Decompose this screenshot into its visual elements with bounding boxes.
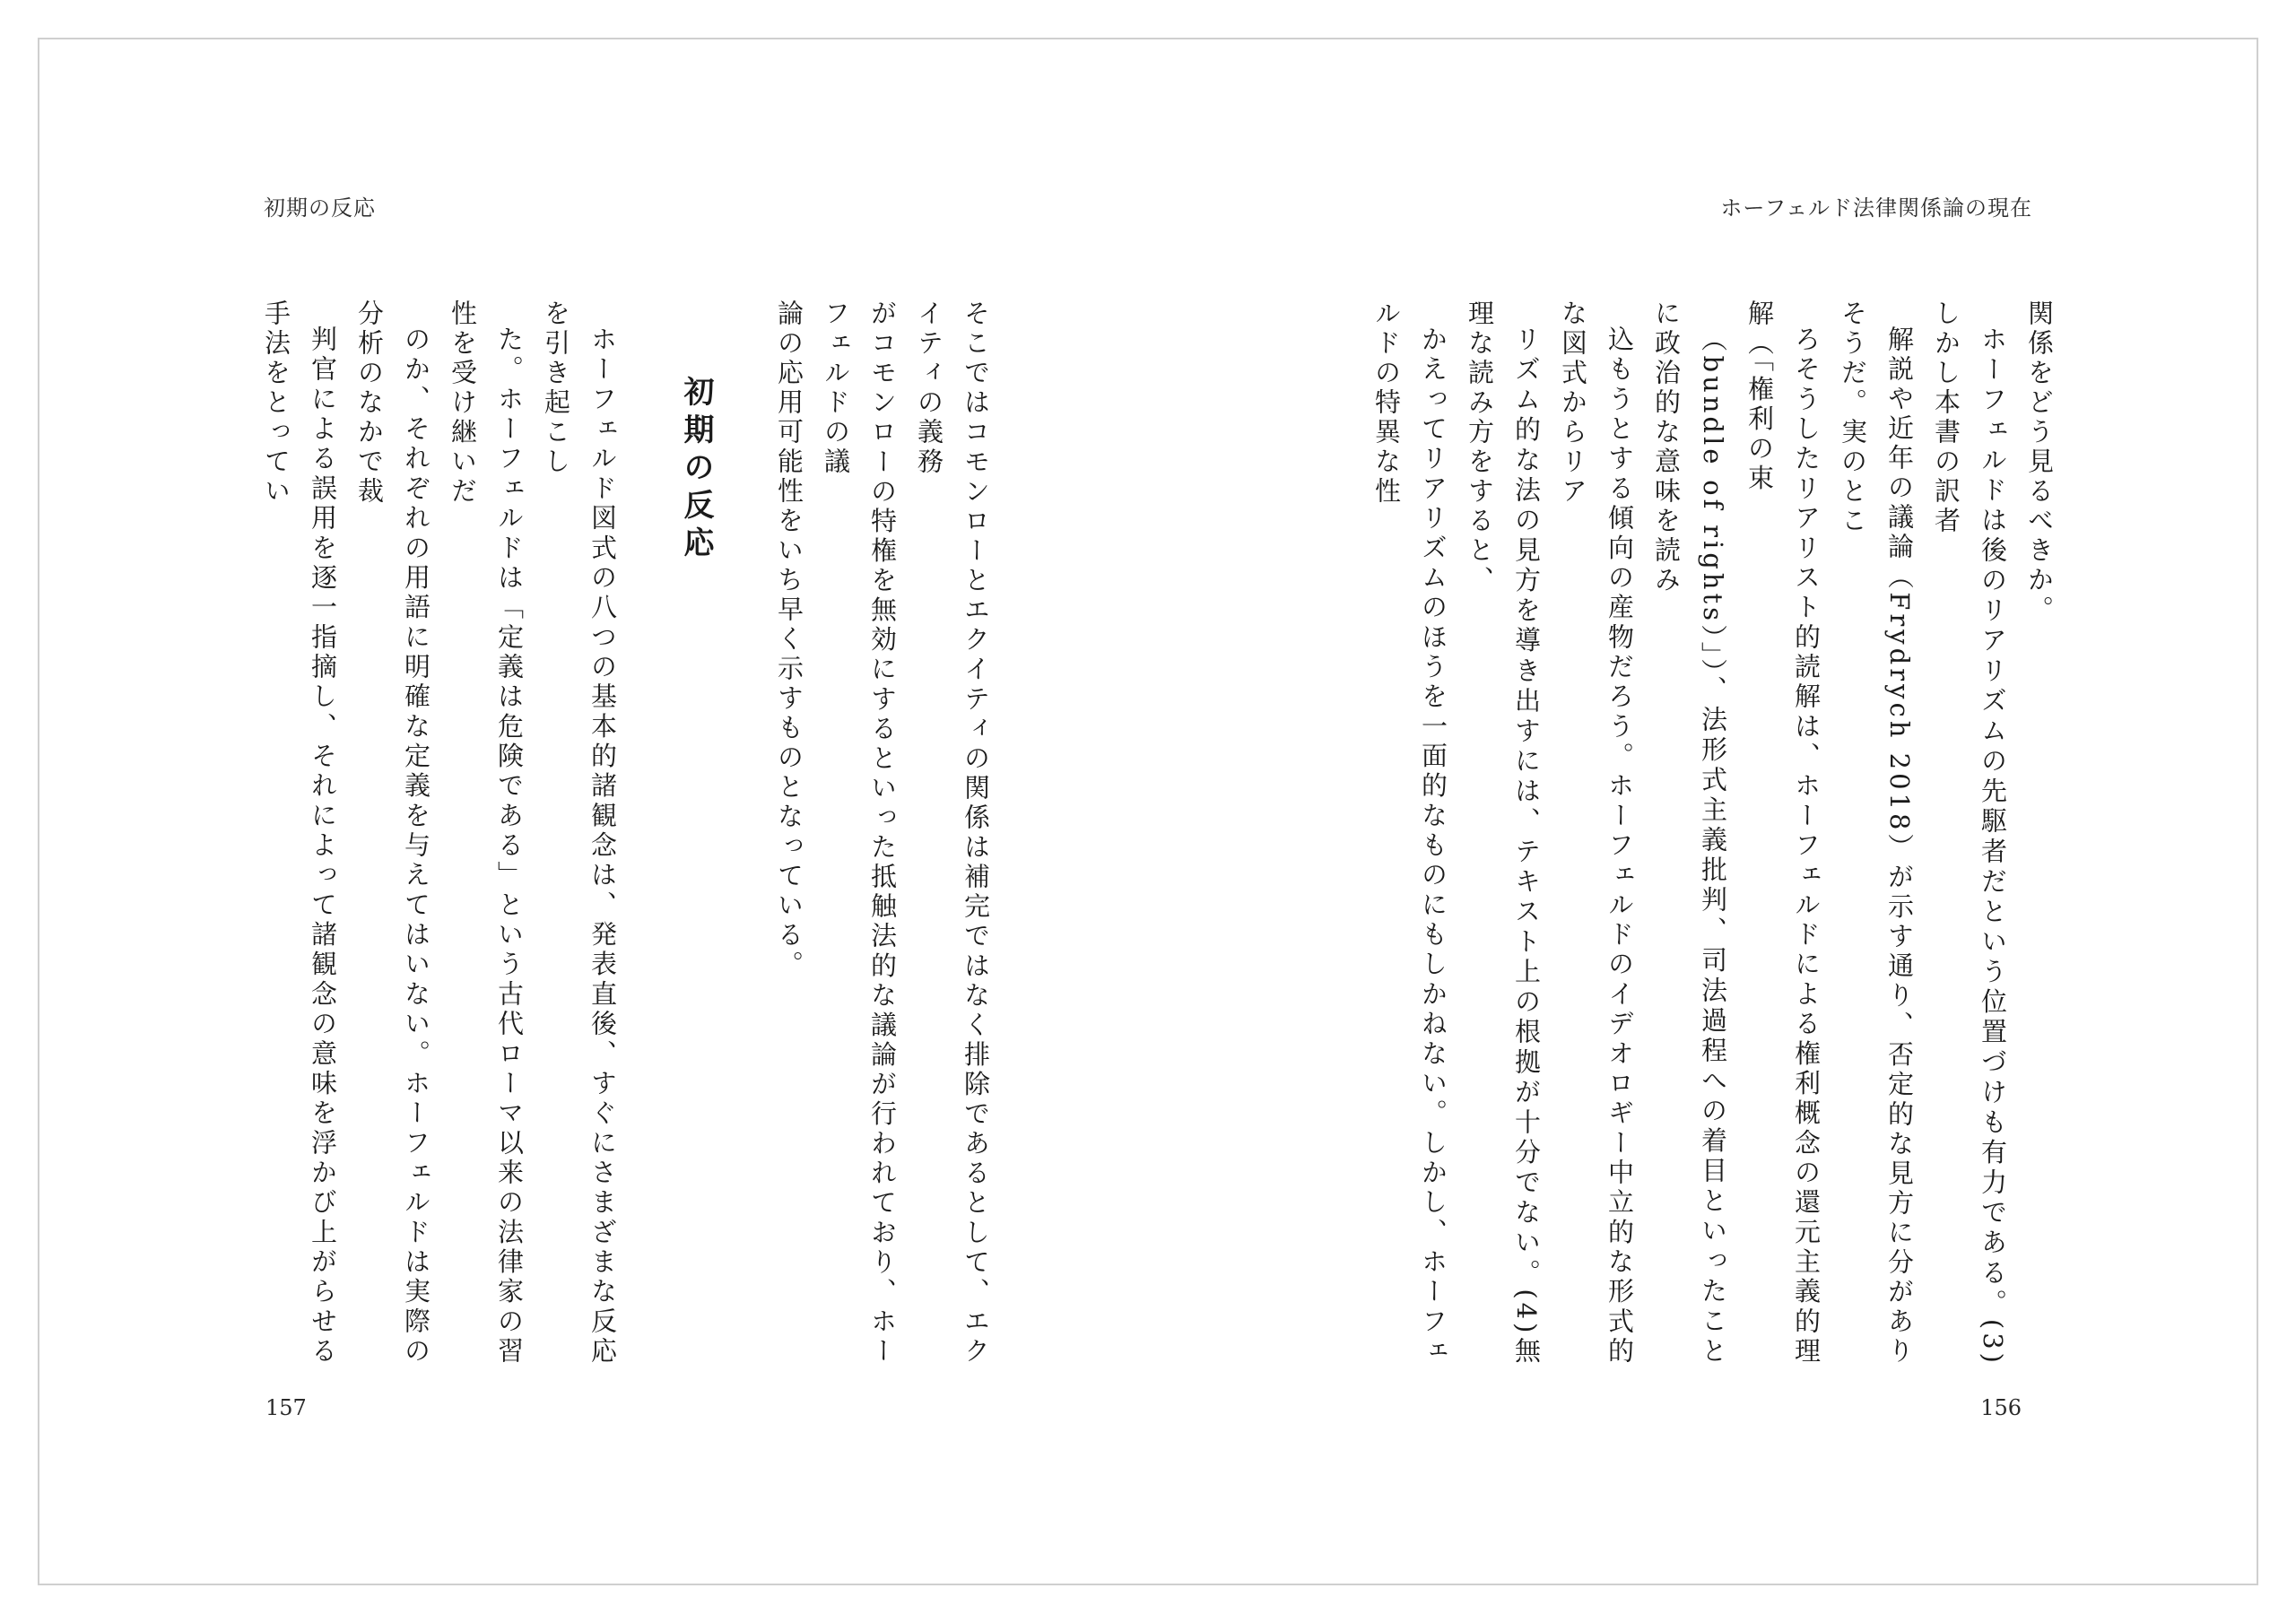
text-line bbox=[1354, 299, 1363, 1367]
text-line: 論の応用可能性をいち早く示すものとなっている。 bbox=[774, 299, 804, 980]
section-heading: 初期の反応 bbox=[678, 376, 714, 564]
text-line: かえってリアリズムのほうを一面的なものにもしかねない。しかし、ホーフェルドの特異な性 bbox=[1371, 299, 1448, 1367]
text-line: ろそうしたリアリスト的読解は、ホーフェルドによる権利概念の還元主義的理解（「権利の束 bbox=[1744, 299, 1822, 1367]
text-line: 込もうとする傾向の産物だろう。ホーフェルドのイデオロギー中立的な形式的な図式からリア bbox=[1558, 299, 1635, 1367]
text-line: 関係をどう見るべきか。 bbox=[2024, 299, 2055, 625]
right-running-head: ホーフェルド法律関係論の現在 bbox=[1720, 195, 2032, 221]
text-line: ホーフェルド図式の八つの基本的諸観念は、発表直後、すぐにさまざまな反応を引き起こし bbox=[541, 299, 618, 1367]
paragraph bbox=[2016, 299, 2063, 1367]
paragraph bbox=[246, 299, 626, 1367]
book-spread bbox=[38, 38, 2258, 1585]
text-line: そこではコモンローとエクイティの関係は補完ではなく排除であるとして、エクイティの義務 bbox=[914, 299, 991, 1367]
text-line bbox=[246, 299, 253, 1367]
text-line: （bundle of rights）」）、法形式主義批判、司法過程への着目といったことに政治的な意味を読み bbox=[1651, 299, 1728, 1367]
paragraph bbox=[766, 299, 999, 1367]
text-line: 解説や近年の議論（Frydrych 2018）が示す通り、否定的な見方に分がありそうだ。実のとこ bbox=[1838, 299, 1915, 1367]
text-line: リズム的な法の見方を導き出すには、テキスト上の根拠が十分でない。(4)無理な読み方をすると、 bbox=[1465, 299, 1542, 1367]
right-page bbox=[1148, 39, 2257, 1584]
text-line: がコモンローの特権を無効にするといった抵触法的な議論が行われており、ホーフェルドの議 bbox=[821, 299, 898, 1367]
paragraph bbox=[1354, 299, 2016, 1367]
text-line: た。ホーフェルドは「定義は危険である」という古代ローマ以来の法律家の習性を受け継いだ bbox=[448, 299, 525, 1367]
left-running-head: 初期の反応 bbox=[264, 195, 376, 221]
right-page-number: 156 bbox=[1980, 1395, 2022, 1420]
text-line: 判官による誤用を逐一指摘し、それによって諸観念の意味を浮かび上がらせる手法をとってい bbox=[261, 299, 338, 1367]
text-line: ホーフェルドは後のリアリズムの先駆者だという位置づけも有力である。(3)しかし本書の訳者 bbox=[1931, 299, 2008, 1367]
right-text-block bbox=[1354, 299, 2063, 1367]
text-line: のか、それぞれの用語に明確な定義を与えてはいない。ホーフェルドは実際の分析のなかで裁 bbox=[354, 299, 431, 1367]
left-page-number: 157 bbox=[265, 1395, 307, 1420]
left-text-block bbox=[246, 299, 999, 1367]
left-page bbox=[39, 39, 1148, 1584]
